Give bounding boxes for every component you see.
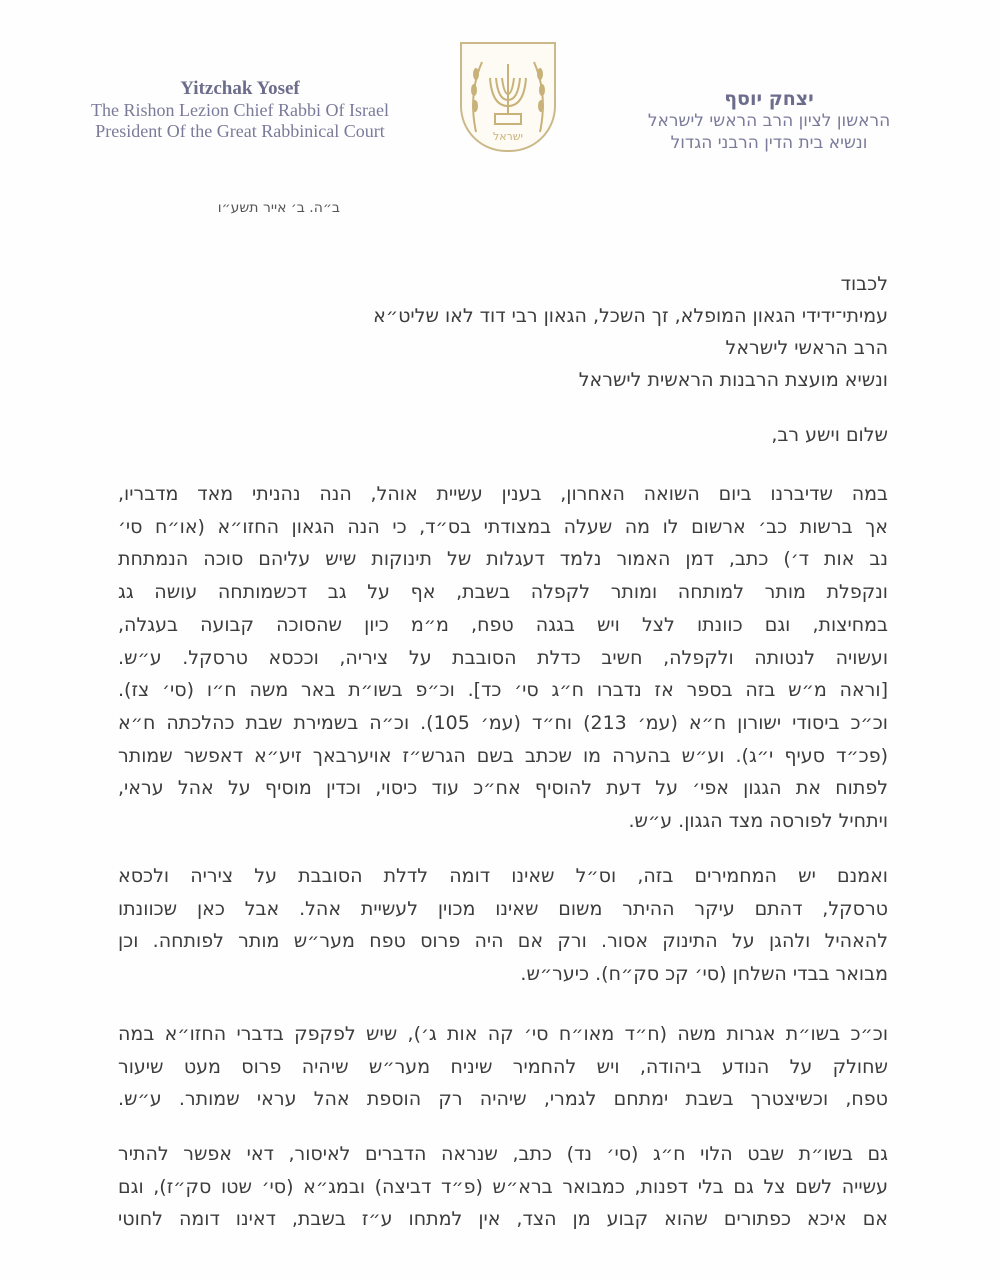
address-block: [118, 268, 888, 396]
text-line: במחיצות, וגם כוונתו לצל ויש בגגה טפח, מ״מ כיון שהסוכה קבועה בעגלה,: [118, 613, 888, 636]
text-line: במה שדיברנו ביום השואה האחרון, בענין עשיית אוהל, הנה נהניתי מאד מדבריו,: [118, 483, 888, 505]
address-line: ונשיא מועצת הרבנות הראשית לישראל: [578, 369, 888, 391]
text-line: [וראה מ״ש בזה בספר אז נדברו ח״ג סי׳ כד]. וכ״פ בשו״ת באר משה ח״ו (סי׳ צז).: [118, 679, 888, 702]
menorah-emblem-icon: [460, 42, 556, 152]
hebrew-name: יצחק יוסף: [724, 88, 814, 110]
text-line: וכ״כ בשו״ת אגרות משה (ח״ד מאו״ח סי׳ קה אות ג׳), שיש לפקפק בדברי החזו״א במה: [118, 1023, 888, 1045]
hebrew-letterhead: [599, 88, 939, 154]
text-line: (פכ״ד סעיף י״ג). וע״ש בהערה מו שכתב בשם הגרש״ז אויערבאך זיע״א דאפשר שמותר: [118, 744, 888, 767]
greeting: שלום וישע רב,: [771, 424, 888, 446]
text-line: גם בשו״ת שבט הלוי ח״ג (סי׳ נד) כתב, שנראה הדברים לאיסור, דאי אפשר להתיר: [118, 1143, 888, 1165]
english-title-line1: The Rishon Lezion Chief Rabbi Of Israel: [91, 100, 389, 120]
text-line: ונקפלת מותר למותחה ומותר לקפלה בשבת, אף על גב דכשמותחה עושה גג: [118, 581, 888, 604]
text-line: נב אות ד׳) כתב, דמן האמור נלמד דעגלות של תינוקות שיש עליהם סוכה הנמתחת: [118, 548, 888, 571]
text-line: ועשויה לנטותה ולקפלה, חשיב כדלת הסובבת על ציריה, וככסא טרסקל. ע״ש.: [118, 646, 888, 669]
english-name: Yitzchak Yosef: [180, 78, 300, 99]
text-line: להאהיל ולהגן על התינוק אסור. ורק אם היה פרוס טפח מער״ש מותר לפותחה. וכן: [118, 930, 888, 953]
paragraph-1: [118, 478, 888, 838]
text-line: ויתחיל לפורסה מצד הגגון. ע״ש.: [628, 810, 888, 833]
text-line: טרסקל, דהתם עיקר ההיתר משום שאינו מכוין לעשיית אהל. אבל כאן שכוונתו: [118, 897, 888, 920]
paragraph-4: [118, 1138, 888, 1236]
text-line: וכ״כ ביסודי ישורון ח״א (עמ׳ 213) וח״ד (עמ׳ 105). וכ״ה בשמירת שבת כהלכתה ח״א: [118, 711, 888, 734]
address-line: עמיתי־ידידי הגאון המופלא, זך השכל, הגאון רבי דוד לאו שליט״א: [373, 305, 888, 327]
text-line: שחולק על הנודע ביהודה, ויש להחמיר שיניח מער״ש שיהיה פרוס מעט שיעור: [118, 1055, 888, 1078]
text-line: עשייה לשם צל גם בלי דפנות, כמבואר ברא״ש (פ״ד דביצה) ובמג״א (סי׳ שטו סק״ז), וגם: [118, 1175, 888, 1198]
english-title-line2: President Of the Great Rabbinical Court: [95, 121, 385, 141]
english-letterhead: [60, 78, 420, 142]
text-line: אם איכא כפתורים שהוא קבוע מן הצד, אין למתחו ע״ז בשבת, דאינו דומה לחוטי: [118, 1208, 888, 1231]
address-line: לכבוד: [840, 273, 888, 295]
text-line: לפתוח את הגגון אפי׳ על דעת להוסיף אח״כ עוד כיסוי, וכדין מוסיף על אהל עראי,: [118, 777, 888, 800]
text-line: ואמנם יש המחמירים בזה, וס״ל שאינו דומה לדלת הסובבת על ציריה ולכסא: [118, 865, 888, 887]
hebrew-title-line2: ונשיא בית הדין הרבני הגדול: [670, 133, 868, 153]
letter-date: ב״ה. ב׳ אייר תשע״ו: [217, 200, 340, 216]
paragraph-3: [118, 1018, 888, 1116]
paragraph-2: [118, 860, 888, 991]
text-line: טפח, וכשיצטרך בשבת ימתחם לגמרי, שיהיה רק הוספת אהל עראי שמותר. ע״ש.: [118, 1088, 888, 1111]
text-line: אך ברשות כב׳ ארשום לו מה שעלה במצודתי בס״ד, כי הנה הגאון החזו״א (או״ח סי׳: [118, 515, 888, 538]
hebrew-title-line1: הראשון לציון הרב הראשי לישראל: [647, 111, 891, 131]
emblem-caption: ישראל: [492, 130, 524, 143]
address-line: הרב הראשי לישראל: [725, 337, 888, 359]
text-line: מבואר בבדי השלחן (סי׳ קכ סק״ח). כיער״ש.: [520, 963, 888, 986]
